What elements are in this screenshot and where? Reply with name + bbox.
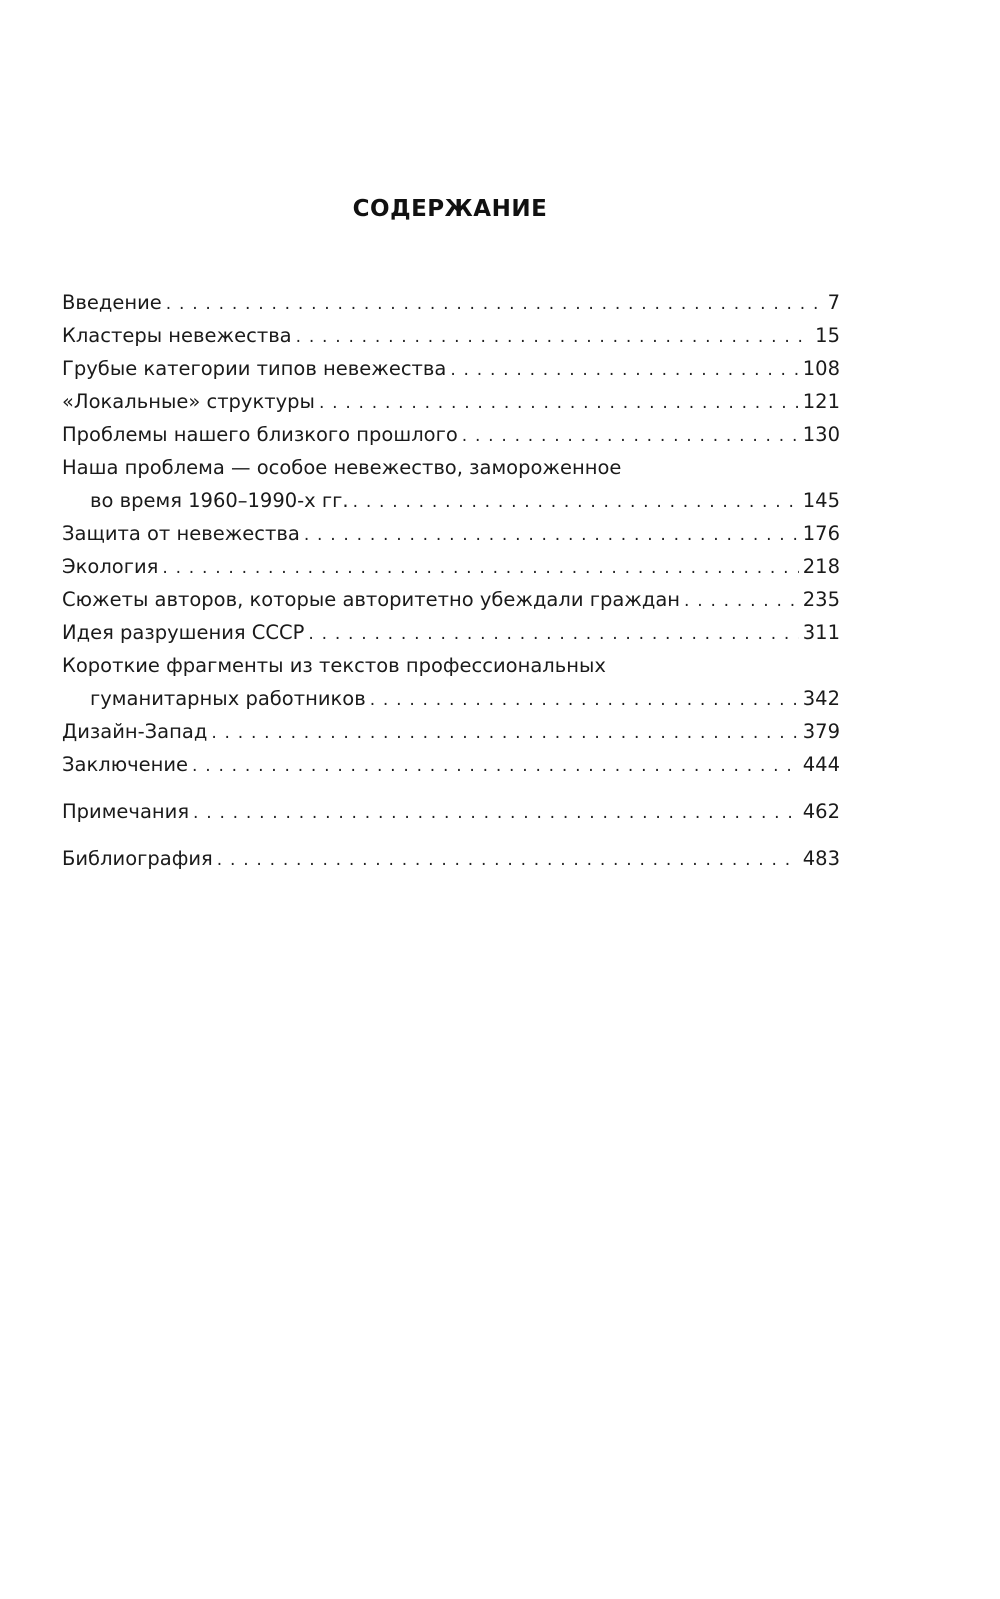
toc-entry-page: 311 (802, 621, 840, 644)
dot-leader (304, 519, 799, 552)
toc-entry-notes[interactable] (62, 795, 840, 828)
toc-entry-title: Кластеры невежества (62, 324, 292, 347)
toc-entry-page: 483 (802, 847, 840, 870)
toc-entry-title: Дизайн-Запад (62, 720, 208, 743)
toc-entry-title: Проблемы нашего близкого прошлого (62, 423, 458, 446)
toc-entry-page: 130 (802, 423, 840, 446)
toc-entry-our-problem[interactable] (62, 451, 840, 517)
dot-leader (296, 321, 812, 354)
dot-leader (319, 387, 799, 420)
toc-entry-title: Заключение (62, 753, 189, 776)
dot-leader (684, 585, 799, 618)
toc-entry-page: 7 (827, 291, 840, 314)
toc-entry-authors-plots[interactable] (62, 583, 840, 616)
toc-entry-page: 15 (815, 324, 840, 347)
dot-leader (450, 354, 798, 387)
toc-entry-title: Библиография (62, 847, 213, 870)
dot-leader (217, 844, 799, 877)
contents-heading: СОДЕРЖАНИЕ (352, 196, 548, 222)
toc-entry-title-line2: во время 1960–1990-х гг. (90, 489, 349, 512)
dot-leader (353, 486, 799, 519)
toc-entry-page: 121 (802, 390, 840, 413)
toc-entry-title: «Локальные» структуры (62, 390, 315, 413)
toc-entry-design-west[interactable] (62, 715, 840, 748)
dot-leader (192, 750, 799, 783)
toc-entry-protection[interactable] (62, 517, 840, 550)
toc-entry-conclusion[interactable] (62, 748, 840, 781)
toc-entry-title: Экология (62, 555, 159, 578)
dot-leader (193, 797, 799, 830)
toc-entry-local-structures[interactable] (62, 385, 840, 418)
dot-leader (166, 288, 824, 321)
toc-entry-title: Введение (62, 291, 162, 314)
toc-entry-rough-categories[interactable] (62, 352, 840, 385)
toc-entry-bibliography[interactable] (62, 842, 840, 875)
toc-entry-title-line2: гуманитарных работников (90, 687, 366, 710)
toc-entry-ecology[interactable] (62, 550, 840, 583)
toc-entry-title: Сюжеты авторов, которые авторитетно убеждали граждан (62, 588, 681, 611)
toc-entry-page: 444 (802, 753, 840, 776)
toc-entry-page: 145 (802, 489, 840, 512)
toc-entry-page: 218 (802, 555, 840, 578)
dot-leader (162, 552, 798, 585)
toc-entry-page: 379 (802, 720, 840, 743)
toc-entry-title: Примечания (62, 800, 190, 823)
dot-leader (211, 717, 798, 750)
toc-entry-title: Защита от невежества (62, 522, 300, 545)
toc-entry-title: Идея разрушения СССР (62, 621, 305, 644)
toc-entry-clusters[interactable] (62, 319, 840, 352)
toc-entry-short-fragments[interactable] (62, 649, 840, 715)
toc-entry-ussr-destruction[interactable] (62, 616, 840, 649)
toc-entry-title-line1: Наша проблема — особое невежество, замороженное (62, 456, 622, 479)
dot-leader (462, 420, 799, 453)
dot-leader (370, 684, 799, 717)
dot-leader (308, 618, 798, 651)
toc-entry-recent-past[interactable] (62, 418, 840, 451)
toc-entry-page: 342 (802, 687, 840, 710)
toc-entry-page: 462 (802, 800, 840, 823)
toc-entry-page: 108 (802, 357, 840, 380)
table-of-contents (62, 286, 840, 875)
toc-entry-title-line1: Короткие фрагменты из текстов профессиональных (62, 654, 606, 677)
toc-entry-page: 176 (802, 522, 840, 545)
toc-entry-introduction[interactable] (62, 286, 840, 319)
toc-entry-page: 235 (802, 588, 840, 611)
toc-entry-title: Грубые категории типов невежества (62, 357, 447, 380)
